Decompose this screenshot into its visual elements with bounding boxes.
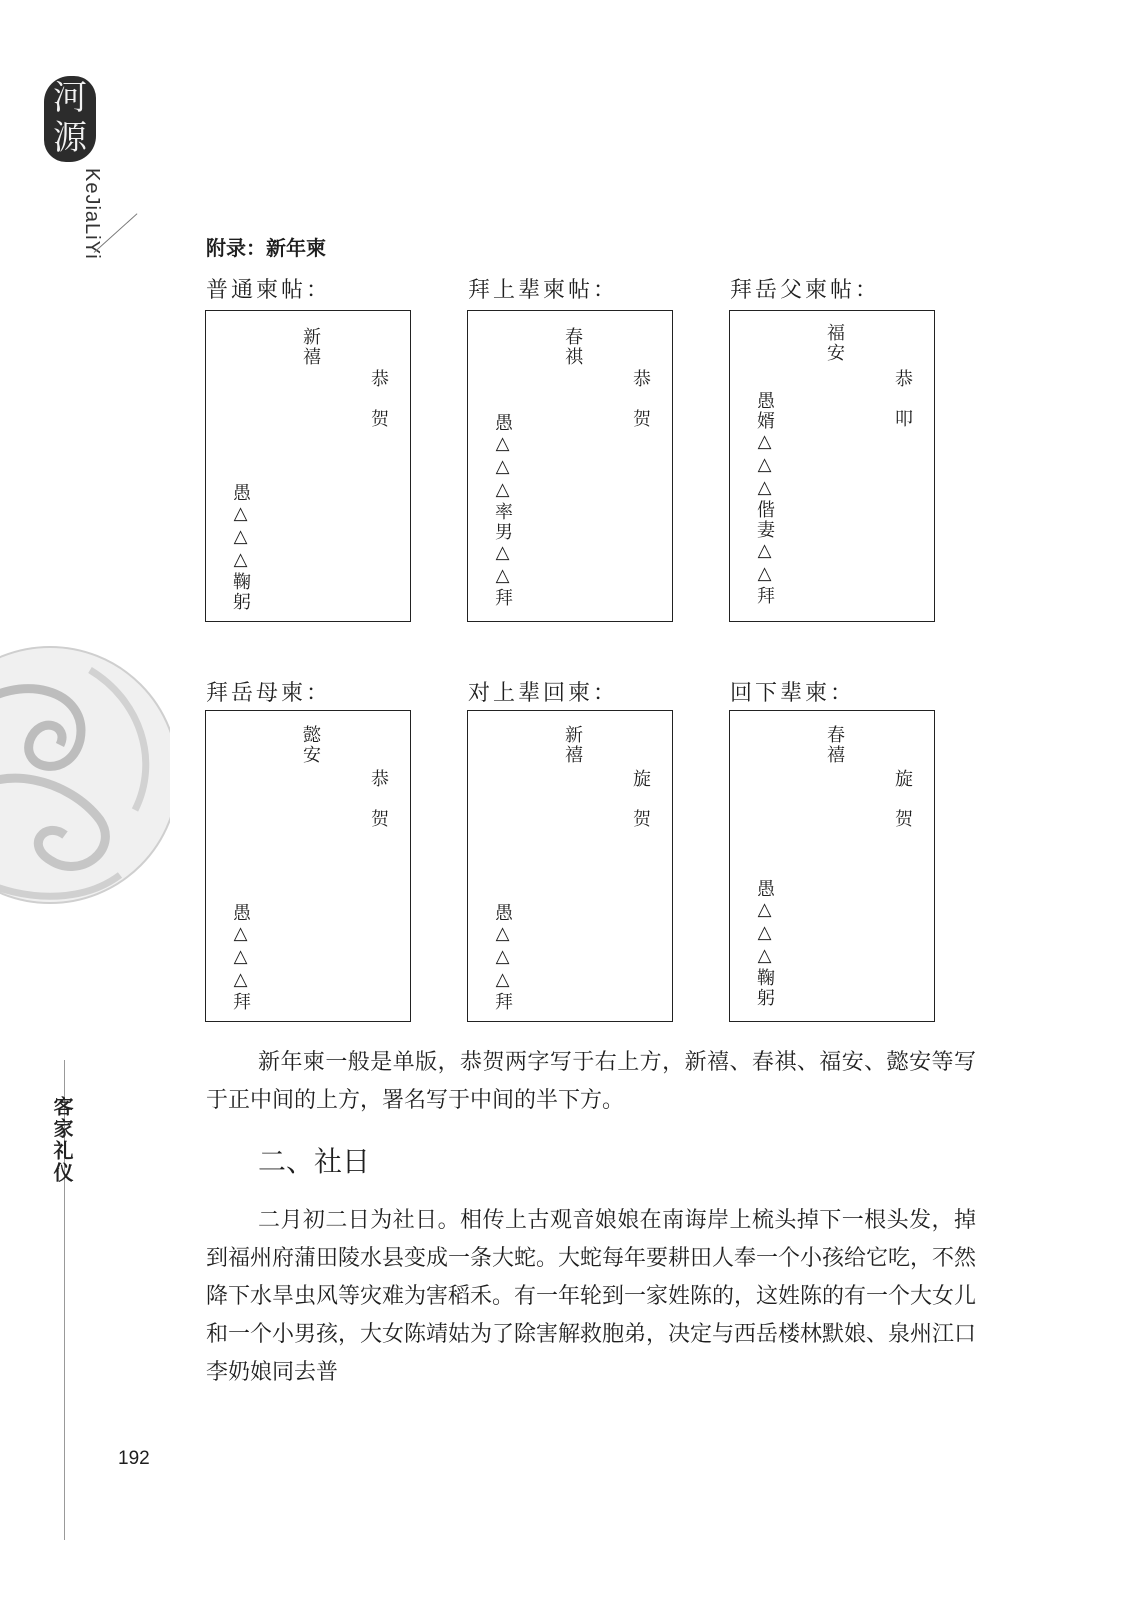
card-signature: 愚△△△拜 bbox=[492, 903, 513, 1012]
cloud-ornament-icon bbox=[0, 630, 170, 920]
card-top-text: 懿安 bbox=[300, 725, 321, 765]
card-greeting: 旋贺 bbox=[892, 769, 913, 849]
greeting-card bbox=[467, 310, 673, 622]
card-signature: 愚△△△鞠躬 bbox=[230, 483, 251, 612]
greeting-card bbox=[729, 710, 935, 1022]
page-number: 192 bbox=[118, 1448, 150, 1469]
seal-logo bbox=[44, 76, 96, 162]
appendix-title: 附录：新年柬 bbox=[206, 236, 326, 260]
section-heading: 二、社日 bbox=[258, 1145, 371, 1178]
card-greeting: 恭贺 bbox=[630, 369, 651, 449]
card-signature: 愚△△△率男△△拜 bbox=[492, 413, 513, 608]
card-greeting: 旋贺 bbox=[630, 769, 651, 849]
greeting-card bbox=[729, 310, 935, 622]
greeting-card bbox=[467, 710, 673, 1022]
card-greeting: 恭贺 bbox=[368, 369, 389, 449]
card-top-text: 新禧 bbox=[562, 725, 583, 765]
card-label: 拜岳父柬帖： bbox=[730, 278, 881, 303]
seal-char-1: 河 bbox=[53, 78, 87, 118]
card-label: 回下辈柬： bbox=[730, 681, 856, 706]
greeting-card bbox=[205, 310, 411, 622]
card-top-text: 春禧 bbox=[824, 725, 845, 765]
card-label: 对上辈回柬： bbox=[468, 681, 619, 706]
card-top-text: 新禧 bbox=[300, 327, 321, 367]
body-text: 二月初二日为社日。相传上古观音娘娘在南诲岸上梳头掉下一根头发，掉到福州府蒲田陵水县变成一条大蛇。大蛇每年要耕田人奉一个小孩给它吃，不然降下水旱虫风等灾难为害稻禾。有一年轮到一家姓陈的，这姓陈的有一个大女儿和一个小男孩，大女陈靖姑为了除害解救胞弟，决定与西岳楼林默娘、泉州江口李奶娘同去普 bbox=[206, 1208, 977, 1385]
body-paragraph bbox=[206, 1202, 976, 1392]
card-top-text: 福安 bbox=[824, 323, 845, 363]
card-top-text: 春祺 bbox=[562, 327, 583, 367]
running-header-pinyin: KeJiaLiYi bbox=[81, 168, 103, 260]
card-signature: 愚婿△△△偕妻△△拜 bbox=[754, 391, 775, 606]
card-label: 拜岳母柬： bbox=[206, 681, 332, 706]
card-greeting: 恭贺 bbox=[368, 769, 389, 849]
card-label: 拜上辈柬帖： bbox=[468, 278, 619, 303]
card-signature: 愚△△△拜 bbox=[230, 903, 251, 1012]
running-section-title: 客家礼仪 bbox=[50, 1096, 74, 1184]
card-note-paragraph bbox=[206, 1044, 976, 1120]
card-note-text: 新年柬一般是单版，恭贺两字写于右上方，新禧、春祺、福安、懿安等写于正中间的上方，署名写于中间的半下方。 bbox=[206, 1050, 976, 1113]
seal-char-2: 源 bbox=[53, 118, 87, 158]
greeting-card bbox=[205, 710, 411, 1022]
card-label: 普通柬帖： bbox=[206, 278, 332, 303]
card-greeting: 恭叩 bbox=[892, 369, 913, 449]
card-signature: 愚△△△鞠躬 bbox=[754, 879, 775, 1008]
